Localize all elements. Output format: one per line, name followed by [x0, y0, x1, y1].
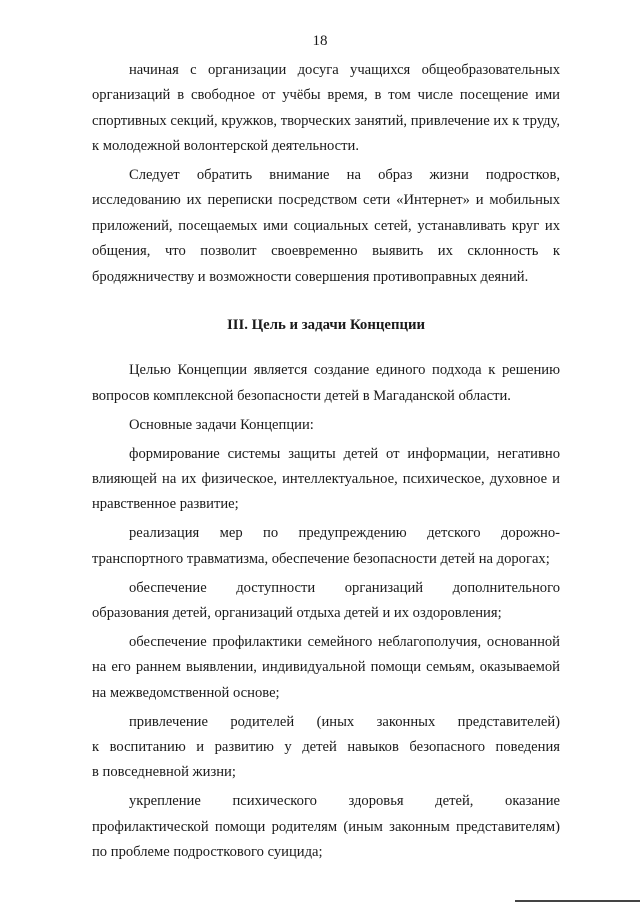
paragraph-line: организаций в свободное от учёбы время, в том числе посещение ими: [92, 87, 560, 104]
text-block-goals: [92, 358, 560, 865]
paragraph-line: по проблеме подросткового суицида;: [92, 843, 323, 860]
paragraph-line: к молодежной волонтерской деятельности.: [92, 138, 359, 155]
paragraph-line: обеспечение доступности организаций дополнительного: [129, 579, 560, 596]
paragraph-line: профилактической помощи родителям (иным законным представителям): [92, 818, 560, 835]
paragraph-line: вопросов комплексной безопасности детей в Магаданской области.: [92, 387, 511, 404]
paragraph-line: в повседневной жизни;: [92, 764, 236, 781]
paragraph-line: Целью Концепции является создание единого подхода к решению: [129, 362, 560, 379]
paragraph-line: Основные задачи Концепции:: [129, 416, 314, 433]
paragraph: [92, 521, 560, 572]
bottom-edge-line: [515, 900, 640, 902]
paragraph: [92, 576, 560, 627]
section-heading: III. Цель и задачи Концепции: [226, 317, 426, 334]
paragraph-line: на межведомственной основе;: [92, 684, 280, 701]
paragraph-line: исследованию их переписки посредством сети «Интернет» и мобильных: [92, 192, 560, 209]
paragraph-line: формирование системы защиты детей от информации, негативно: [129, 445, 560, 462]
paragraph: [92, 442, 560, 518]
text-block-intro: [92, 58, 560, 290]
paragraph: [92, 58, 560, 160]
page-body: [92, 58, 560, 865]
paragraph: [92, 413, 560, 438]
paragraph-line: на его раннем выявлении, индивидуальной помощи семьям, оказываемой: [92, 659, 560, 676]
paragraph-line: привлечение родителей (иных законных представителей): [129, 713, 560, 730]
paragraph-line: влияющей на их физическое, интеллектуальное, психическое, духовное и: [92, 470, 560, 487]
paragraph: [92, 358, 560, 409]
paragraph-line: начиная с организации досуга учащихся общеобразовательных: [129, 62, 560, 78]
paragraph-line: к воспитанию и развитию у детей навыков безопасного поведения: [92, 738, 560, 755]
paragraph-line: общения, что позволит своевременно выявить их склонность к: [92, 243, 560, 260]
paragraph-line: приложений, посещаемых ими социальных сетей, устанавливать круг их: [92, 217, 560, 234]
paragraph-line: бродяжничеству и возможности совершения противоправных деяний.: [92, 268, 529, 285]
paragraph: [92, 789, 560, 865]
page-number: 18: [312, 33, 328, 49]
paragraph-line: спортивных секций, кружков, творческих занятий, привлечение их к труду,: [92, 112, 560, 129]
paragraph: [92, 710, 560, 786]
paragraph-line: обеспечение профилактики семейного неблагополучия, основанной: [129, 633, 560, 650]
paragraph: [92, 630, 560, 706]
paragraph-line: Следует обратить внимание на образ жизни подростков,: [129, 167, 560, 184]
paragraph-line: реализация мер по предупреждению детского дорожно-: [129, 525, 560, 542]
paragraph-line: образования детей, организаций отдыха детей и их оздоровления;: [92, 604, 502, 621]
paragraph-line: транспортного травматизма, обеспечение безопасности детей на дорогах;: [92, 550, 550, 567]
paragraph: [92, 163, 560, 290]
paragraph-line: укрепление психического здоровья детей, оказание: [129, 793, 560, 810]
paragraph-line: нравственное развитие;: [92, 496, 239, 513]
